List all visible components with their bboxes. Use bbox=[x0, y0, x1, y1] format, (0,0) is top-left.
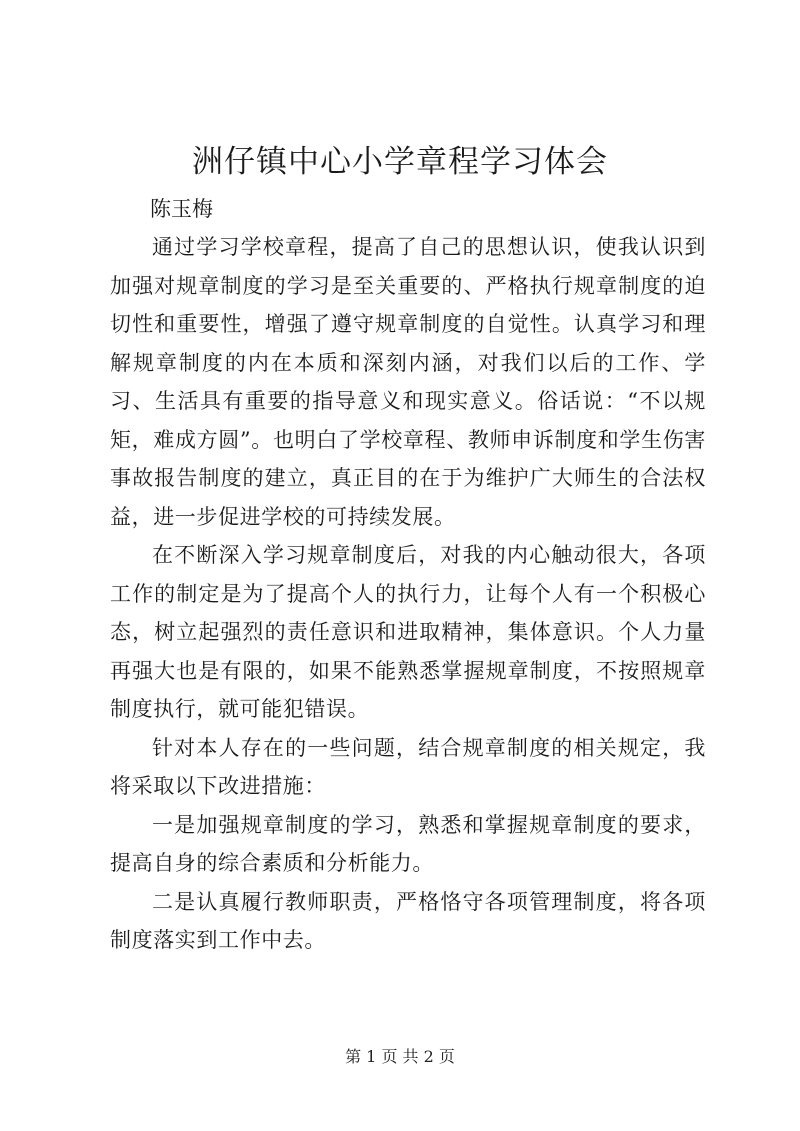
document-body bbox=[110, 190, 706, 960]
document-title: 洲仔镇中心小学章程学习体会 bbox=[192, 144, 608, 180]
paragraph-4: 一是加强规章制度的学习，熟悉和掌握规章制度的要求，提高自身的综合素质和分析能力。 bbox=[110, 812, 706, 875]
paragraph-1: 通过学习学校章程，提高了自己的思想认识，使我认识到加强对规章制度的学习是至关重要的、严格执行规章制度的迫切性和重要性，增强了遵守规章制度的自觉性。认真学习和理解规章制度的内在本质和深刻内涵，对我们以后的工作、学习、生活具有重要的指导意义和现实意义。俗话说：“不以规矩，难成方圆”。也明白了学校章程、教师申诉制度和学生伤害事故报告制度的建立，真正目的在于为维护广大师生的合法权益，进一步促进学校的可持续发展。 bbox=[110, 235, 706, 529]
paragraph-3: 针对本人存在的一些问题，结合规章制度的相关规定，我将采取以下改进措施： bbox=[110, 735, 706, 798]
page-number-footer: 第 1 页 共 2 页 bbox=[345, 1047, 455, 1066]
paragraph-2: 在不断深入学习规章制度后，对我的内心触动很大，各项工作的制定是为了提高个人的执行力，让每个人有一个积极心态，树立起强烈的责任意识和进取精神，集体意识。个人力量再强大也是有限的，如果不能熟悉掌握规章制度，不按照规章制度执行，就可能犯错误。 bbox=[110, 543, 706, 721]
author-name: 陈玉梅 bbox=[150, 197, 213, 221]
paragraph-5: 二是认真履行教师职责，严格恪守各项管理制度，将各项制度落实到工作中去。 bbox=[110, 889, 706, 952]
